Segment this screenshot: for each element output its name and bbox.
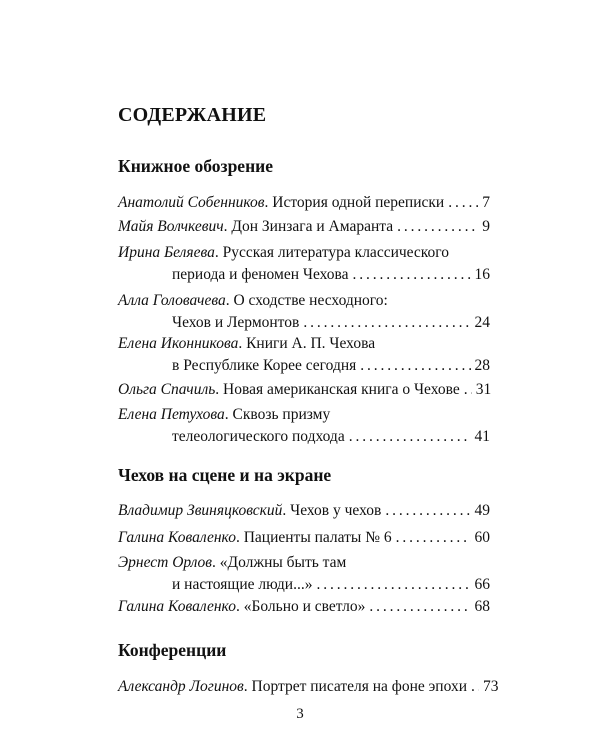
entry-page: 31 [475,381,492,398]
entry-author: Галина Коваленко [118,529,236,546]
entry-author: Владимир Звиняцковский [118,502,283,519]
entry-author: Анатолий Собенников [118,194,265,211]
dot-leader [396,527,471,549]
entry-title: Пациенты палаты № 6 [243,529,392,546]
entry-title: «Должны быть там [219,554,347,571]
entry-title: История одной переписки [272,194,445,211]
entry-title: Русская литература классического [222,244,450,261]
section-heading: Конференции [118,640,227,660]
entry-title-cont: Чехов и Лермонтов [172,314,300,331]
entry-page: 60 [474,529,490,546]
dot-leader [448,192,478,214]
entry-title: О сходстве несходного: [233,292,388,309]
entry-title-cont: периода и феномен Чехова [172,266,349,283]
entry-page: 16 [474,266,490,283]
section-heading: Чехов на сцене и на экране [118,465,332,485]
entry-author: Эрнест Орлов [118,554,212,571]
entry-title: Книги А. П. Чехова [246,335,376,352]
dot-leader [349,426,471,448]
entry-page: 28 [474,357,490,374]
toc-entry[interactable]: Эрнест Орлов. «Должны быть там и настоящие люди...» . . . 66 [118,552,490,596]
toc-entry[interactable]: Александр Логинов. Портрет писателя на фоне эпохи . . . 73 [118,676,490,698]
dot-leader [303,312,470,334]
dot-leader [353,264,471,286]
entry-page: 24 [474,314,490,331]
dot-leader [369,596,470,618]
toc-entry[interactable]: Ирина Беляева. Русская литература классического периода и феномен Чехова . . . 16 [118,242,490,286]
toc-entry[interactable]: Анатолий Собенников. История одной переписки . . . 7 [118,192,490,214]
entry-page: 49 [474,502,490,519]
toc-entry[interactable]: Елена Иконникова. Книги А. П. Чехова в Республике Корее сегодня . . . 28 [118,333,490,377]
entry-title-cont: в Республике Корее сегодня [172,357,357,374]
entry-author: Ирина Беляева [118,244,215,261]
entry-title: Дон Зинзага и Амаранта [231,218,394,235]
entry-title: Чехов у чехов [290,502,382,519]
entry-author: Елена Петухова [118,406,225,423]
entry-page: 7 [482,194,490,211]
dot-leader [385,500,470,522]
toc-entry[interactable]: Ольга Спачиль. Новая американская книга о Чехове . . . 31 [118,379,490,401]
toc-entry[interactable]: Елена Петухова. Сквозь призму телеологического подхода . . . 41 [118,404,490,448]
entry-author: Александр Логинов [118,678,244,695]
entry-title: Портрет писателя на фоне эпохи [251,678,468,695]
toc-entry[interactable]: Майя Волчкевич. Дон Зинзага и Амаранта . . . 9 [118,216,490,238]
section-heading: Книжное обозрение [118,156,274,176]
entry-title-cont: и настоящие люди...» [172,576,313,593]
entry-author: Галина Коваленко [118,598,236,615]
entry-title: Новая американская книга о Чехове [223,381,460,398]
dot-leader [471,676,479,698]
page-title: СОДЕРЖАНИЕ [118,104,267,126]
entry-author: Алла Головачева [118,292,226,309]
entry-author: Елена Иконникова [118,335,239,352]
toc-entry[interactable]: Алла Головачева. О сходстве несходного: Чехов и Лермонтов . . . 24 [118,290,490,334]
entry-author: Ольга Спачиль [118,381,216,398]
toc-entry[interactable]: Владимир Звиняцковский. Чехов у чехов . . . 49 [118,500,490,522]
footer-page-number: 3 [296,706,304,722]
entry-page: 68 [474,598,490,615]
entry-title: «Больно и светло» [243,598,366,615]
dot-leader [316,574,470,596]
entry-page: 41 [474,428,490,445]
entry-page: 9 [482,218,490,235]
dot-leader [360,355,470,377]
dot-leader [397,216,478,238]
toc-entry[interactable]: Галина Коваленко. Пациенты палаты № 6 . . . 60 [118,527,490,549]
dot-leader [464,379,472,401]
entry-author: Майя Волчкевич [118,218,224,235]
entry-title: Сквозь призму [232,406,331,423]
entry-page: 73 [483,678,499,695]
entry-page: 66 [474,576,490,593]
entry-title-cont: телеологического подхода [172,428,345,445]
toc-entry[interactable]: Галина Коваленко. «Больно и светло» . . . 68 [118,596,490,618]
